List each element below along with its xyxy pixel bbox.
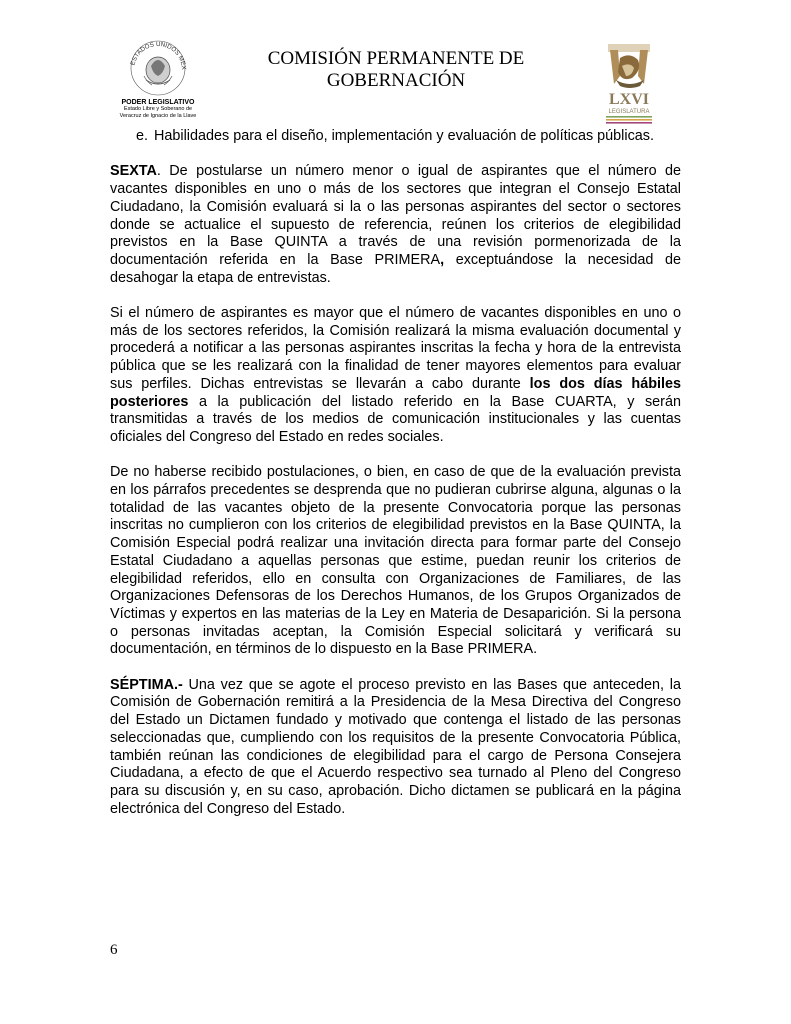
sexta-paragraph: [110, 163, 681, 287]
legislatura-text: LEGISLATURA: [608, 109, 650, 115]
list-item-e: [110, 128, 681, 146]
header-title-line-2: GOBERNACIÓN: [326, 70, 466, 91]
sexta-comma: ,: [440, 251, 445, 268]
invitacion-paragraph: De no haberse recibido postulaciones, o bien, en caso de que de la evaluación prevista en los párrafos precedentes se desprenda que no pudieran cubrirse alguna, algunas o la totalidad de las vacantes objeto de la presente Convocatoria porque las personas inscritas no cumplieron con los criterios de elegibilidad previstos en la Base QUINTA, la Comisión Especial podrá realizar una invitación directa para formar parte del Consejo Estatal Ciudadano a aquellas personas que estime, puedan reunir los criterios de elegibilidad referidos, ello en consulta con Organizaciones de Familiares, de las Organizaciones Defensoras de los Derechos Humanos, de los Grupos Organizados de Víctimas y expertos en las materias de la Ley en Materia de Desaparición. Si la persona o personas invitadas aceptan, la Comisión Especial solicitará y verificará su documentación, en términos de lo dispuesto en la Base PRIMERA.: [110, 464, 681, 658]
lxvi-text: LXVI: [608, 91, 650, 108]
para2-text-a: Si el número de aspirantes es mayor que el número de vacantes disponibles en uno o más de los sectores referidos, la Comisión realizará la misma evaluación documental y procederá a notificar a las personas aspirantes inscritas la fecha y hora de la entrevista pública que se les realizará con la finalidad de tener mayores elementos para evaluar sus perfiles. Dichas entrevistas se llevarán a cabo durante: [110, 305, 681, 392]
lxvi-legislatura-logo: [598, 42, 660, 142]
sexta-text-b: exceptuándose la necesidad de desahogar la etapa de entrevistas.: [110, 251, 681, 286]
poder-legislativo-label: PODER LEGISLATIVO: [121, 99, 195, 106]
poder-legislativo-logo: [108, 36, 208, 120]
septima-text: Una vez que se agote el proceso previsto en las Bases que anteceden, la Comisión de Gobernación remitirá a la Presidencia de la Mesa Directiva del Congreso del Estado un Dictamen fundado y motivado que contenga el listado de las personas seleccionadas que, cumpliendo con los requisitos de la presente Convocatoria Pública, también reúnan las condiciones de elegibilidad para el cargo de Persona Consejera Ciudadana, a efecto de que el Acuerdo respectivo sea turnado al Pleno del Congreso para su discusión y, en su caso, aprobación. Dicho dictamen se publicará en la página electrónica del Congreso del Estado.: [110, 676, 681, 817]
para2-bold: los dos días hábiles posteriores: [110, 375, 681, 410]
header-title-line-1: COMISIÓN PERMANENTE DE: [267, 48, 525, 69]
septima-paragraph: [110, 677, 681, 819]
list-item-label: e.: [135, 128, 148, 144]
para2-text-b: a la publicación del listado referido en la Base CUARTA, y serán transmitidas a través de los medios de comunicación institucionales y las cuentas oficiales del Congreso del Estado en redes sociales.: [110, 393, 681, 445]
sexta-heading: SEXTA: [110, 163, 157, 180]
entrevistas-paragraph: [110, 305, 681, 447]
document-body: [110, 128, 681, 836]
document-header-title: [220, 48, 572, 92]
list-item-text: Habilidades para el diseño, implementación y evaluación de políticas públicas.: [154, 128, 654, 144]
septima-heading: SÉPTIMA.-: [110, 676, 183, 693]
estado-line-1: Estado Libre y Soberano de: [123, 106, 193, 112]
page-number: 6: [110, 942, 118, 958]
seal-ring-text: ESTADOS UNIDOS MEX: [129, 40, 188, 71]
sexta-text-a: . De postularse un número menor o igual de aspirantes que el número de vacantes disponibles en uno o más de los sectores que integran el Consejo Estatal Ciudadano, la Comisión evaluará si la o las personas aspirantes del sector o sectores donde se actualice el supuesto de referencia, reúnen los criterios de elegibilidad previstos en la Base QUINTA a través de una revisión pormenorizada de la documentación referida en la Base PRIMERA: [110, 163, 681, 268]
coat-of-arms-seal: [124, 36, 192, 96]
estado-line-2: Veracruz de Ignacio de la Llave: [119, 113, 197, 119]
